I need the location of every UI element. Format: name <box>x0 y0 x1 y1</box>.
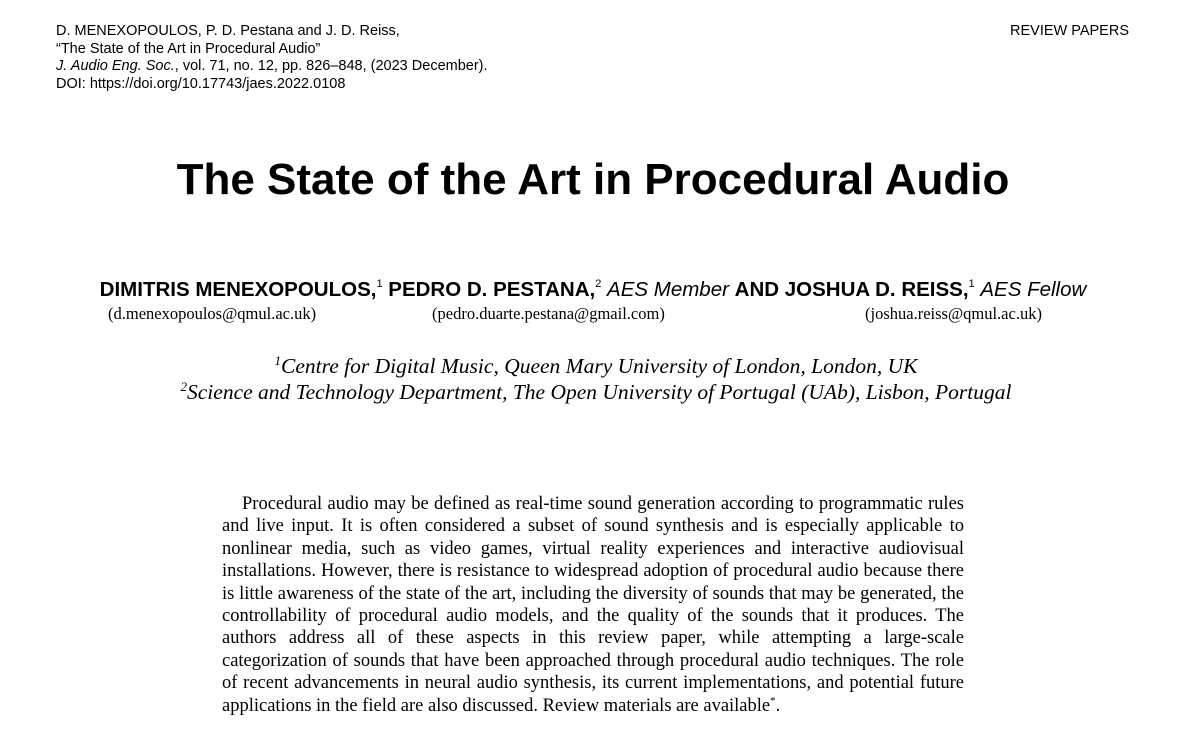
author-email-2: (pedro.duarte.pestana@gmail.com) <box>432 304 665 323</box>
author-name-3: AND JOSHUA D. REISS, <box>734 278 969 301</box>
citation-journal: J. Audio Eng. Soc. <box>56 58 175 74</box>
affiliation-mark-2: 2 <box>180 379 188 394</box>
author-affil-mark-2: 2 <box>595 278 602 290</box>
affiliation-text-2: Science and Technology Department, The Open University of Portugal (UAb), Lisbon, Portugal <box>187 380 1012 404</box>
abstract <box>222 493 964 717</box>
affiliation-mark-1: 1 <box>274 353 282 368</box>
section-label: REVIEW PAPERS <box>1010 23 1129 39</box>
author-affil-mark-1: 1 <box>376 278 383 290</box>
author-email-3: (joshua.reiss@qmul.ac.uk) <box>865 304 1042 323</box>
author-membership-3: AES Fellow <box>980 278 1087 301</box>
abstract-end: . <box>775 695 781 716</box>
author-membership-2: AES Member <box>607 278 729 301</box>
author-affil-mark-3: 1 <box>968 278 975 290</box>
affiliation-text-1: Centre for Digital Music, Queen Mary University of London, London, UK <box>281 354 918 378</box>
citation-journal-line <box>56 58 488 76</box>
affiliation-2 <box>0 379 1192 405</box>
author-email-1: (d.menexopoulos@qmul.ac.uk) <box>108 304 317 323</box>
abstract-footnote-mark: * <box>770 694 776 707</box>
author-name-2: PEDRO D. PESTANA, <box>388 278 596 301</box>
author-line <box>0 276 1186 304</box>
affiliation-1 <box>0 353 1192 379</box>
paper-title: The State of the Art in Procedural Audio <box>176 155 1010 204</box>
abstract-text: Procedural audio may be defined as real-time sound generation according to programmatic rules and live input. It is often considered a subset of sound synthesis and is especially applicable to nonlinear media, such as video games, virtual reality experiences and interactive audiovisual installations. However, there is resistance to widespread adoption of procedural audio because there is little awareness of the state of the art, including the diversity of sounds that may be generated, the controllability of procedural audio models, and the quality of the sounds that it produces. The authors address all of these aspects in this review paper, while attempting a large-scale categorization of sounds that have been approached through procedural audio techniques. The role of recent advancements in neural audio synthesis, its current implementations, and potential future applications in the field are also discussed. Review materials are available <box>222 494 964 716</box>
citation-title: “The State of the Art in Procedural Audio” <box>56 40 321 57</box>
author-name-1: DIMITRIS MENEXOPOULOS, <box>99 278 377 301</box>
citation-doi: DOI: https://doi.org/10.17743/jaes.2022.0108 <box>56 75 346 92</box>
citation-block <box>56 23 488 93</box>
citation-authors: D. MENEXOPOULOS, P. D. Pestana and J. D. Reiss, <box>56 23 400 39</box>
citation-journal-details: , vol. 71, no. 12, pp. 826–848, (2023 December). <box>174 58 488 74</box>
